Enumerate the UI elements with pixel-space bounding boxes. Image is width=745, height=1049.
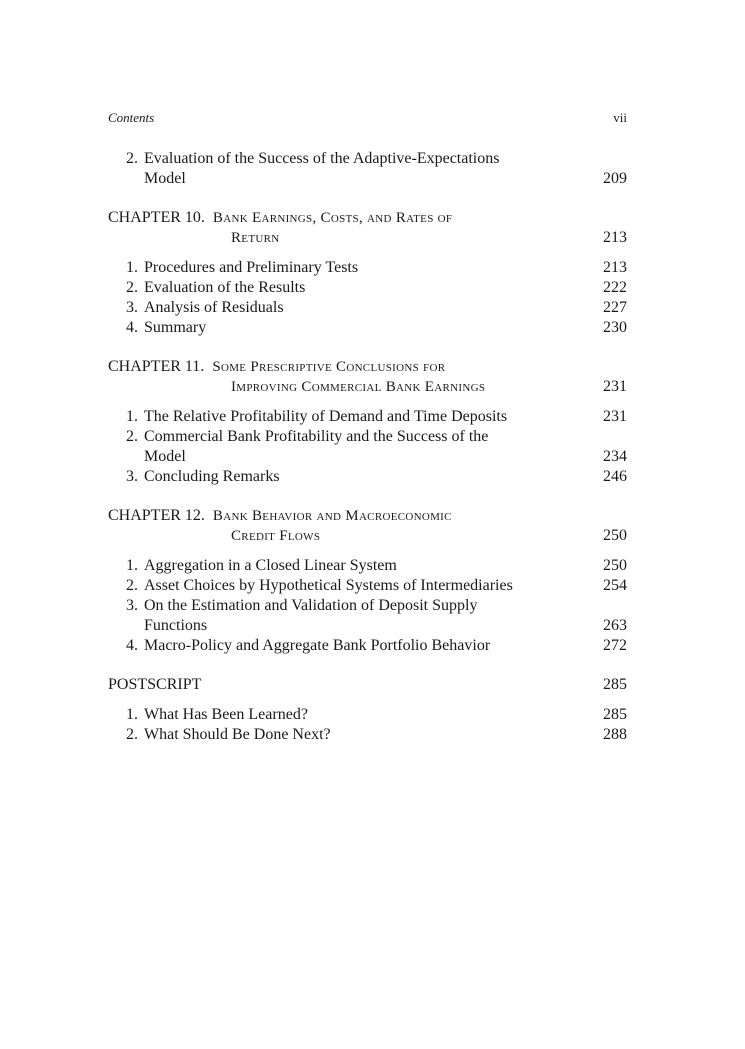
- chapter-page: 250: [603, 527, 627, 544]
- chapter-heading: [108, 357, 627, 377]
- postscript-heading: POSTSCRIPT 285: [108, 676, 627, 693]
- toc-entry-cont: Functions 263: [144, 617, 627, 634]
- chapter-heading: [108, 208, 627, 228]
- chapter-label: CHAPTER 11.: [108, 358, 205, 375]
- toc-entry: 4. Macro-Policy and Aggregate Bank Portfolio Behavior 272: [126, 637, 627, 654]
- toc-entry: 2. Evaluation of the Success of the Adaptive-Expectations: [126, 150, 500, 167]
- toc-entry: 1. Procedures and Preliminary Tests 213: [126, 259, 627, 276]
- toc-entry: 4. Summary 230: [126, 319, 627, 336]
- toc-entry-cont: Model 209: [144, 170, 627, 187]
- toc: [108, 149, 627, 745]
- toc-entry: 2. Evaluation of the Results 222: [126, 279, 627, 296]
- toc-entry: 2. Commercial Bank Profitability and the Success of the: [126, 428, 489, 445]
- chapter-heading-cont: Improving Commercial Bank Earnings 231: [231, 378, 627, 395]
- chapter-page: 231: [603, 378, 627, 395]
- chapter-page: 213: [603, 229, 627, 246]
- chapter-title: Bank Earnings, Costs, and Rates of: [212, 210, 453, 226]
- toc-entry-cont: Model 234: [144, 448, 627, 465]
- toc-entry: 1. The Relative Profitability of Demand and Time Deposits 231: [126, 408, 627, 425]
- chapter-heading-cont: Credit Flows 250: [231, 527, 627, 544]
- toc-entry: 2. What Should Be Done Next? 288: [126, 726, 627, 743]
- toc-entry: 3. On the Estimation and Validation of Deposit Supply: [126, 597, 478, 614]
- page-number: vii: [613, 110, 627, 125]
- chapter-title: Bank Behavior and Macroeconomic: [212, 508, 452, 524]
- toc-entry: 1. What Has Been Learned? 285: [126, 706, 627, 723]
- chapter-heading-cont: Return 213: [231, 229, 627, 246]
- chapter-label: CHAPTER 12.: [108, 507, 205, 524]
- toc-entry: 3. Analysis of Residuals 227: [126, 299, 627, 316]
- toc-entry: 1. Aggregation in a Closed Linear System 250: [126, 557, 627, 574]
- running-title: Contents: [108, 110, 155, 125]
- chapter-heading: [108, 506, 627, 526]
- chapter-title: Some Prescriptive Conclusions for: [212, 359, 446, 375]
- toc-entry: 2. Asset Choices by Hypothetical Systems of Intermediaries 254: [126, 577, 627, 594]
- chapter-label: CHAPTER 10.: [108, 209, 205, 226]
- toc-entry: 3. Concluding Remarks 246: [126, 468, 627, 485]
